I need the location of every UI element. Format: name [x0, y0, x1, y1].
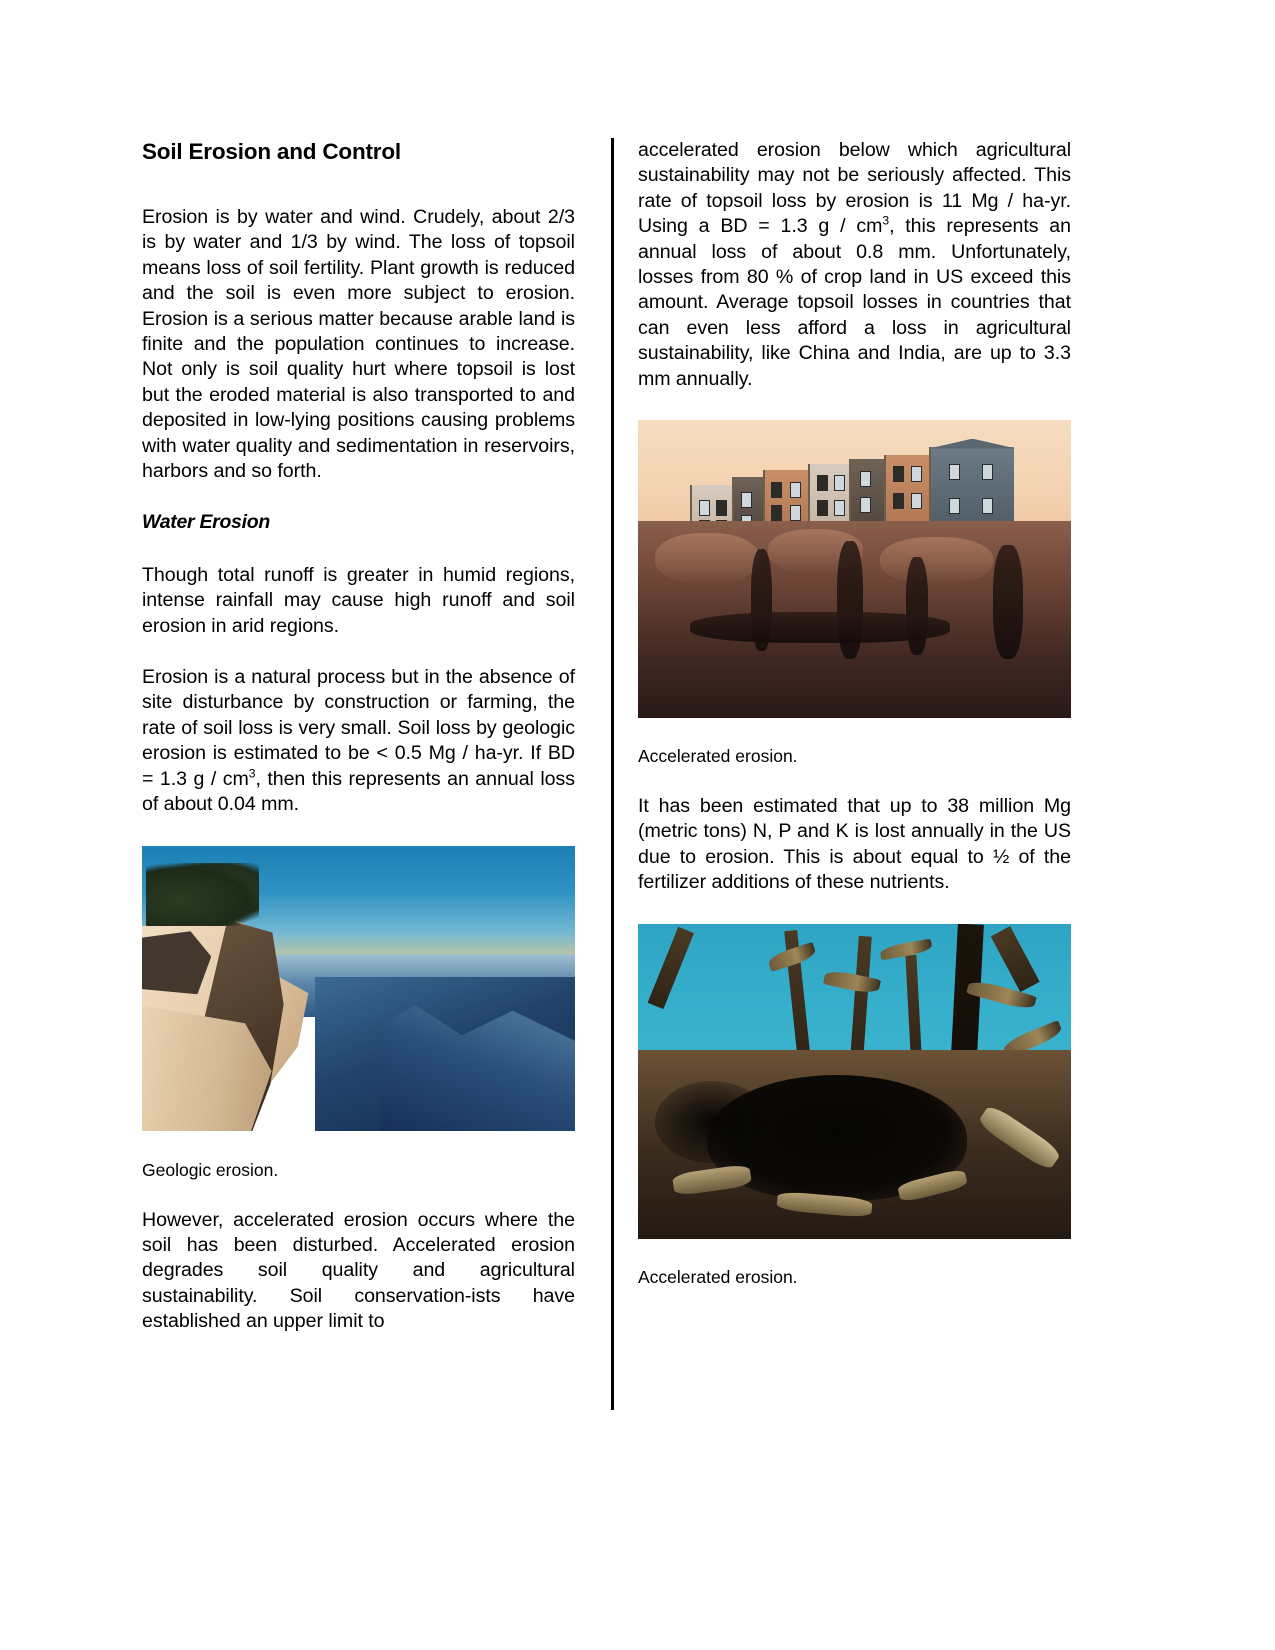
- figure-caption-geologic: Geologic erosion.: [142, 1159, 279, 1180]
- paragraph-tolerable-part2: , this represents an annual loss of about 0.8 mm. Unfortunately, losses from 80 % of crop land in US exceed this amount. Average topsoil losses in countries that can even less afford a loss in agricultural sustainability, like China and India, are up to 3.3 mm annually.: [638, 215, 1071, 390]
- paragraph-tolerable-part1: accelerated erosion below which agricultural sustainability may not be seriously affected. This rate of topsoil loss by erosion is 11 Mg / ha-yr. Using a BD = 1.3 g / cm: [638, 139, 1071, 238]
- spacer: [638, 392, 1071, 420]
- window: [860, 471, 871, 487]
- spacer: [142, 1132, 575, 1158]
- window: [982, 464, 993, 480]
- superscript-cubic: 3: [882, 213, 890, 228]
- paragraph-nutrient-loss: It has been estimated that up to 38 million Mg (metric tons) N, P and K is lost annually in the US due to erosion. This is about equal to ½ of the fertilizer additions of these nutrients.: [638, 795, 1071, 894]
- spacer: [142, 1182, 575, 1208]
- spacer: [638, 1239, 1071, 1265]
- paragraph-geologic-text-part2: , then this represents an annual loss of about 0.04 mm.: [142, 767, 575, 816]
- canyon-photo: [142, 846, 575, 1132]
- rill-channel: [993, 545, 1023, 659]
- paragraph-geologic-text-part1: Erosion is a natural process but in the absence of site disturbance by construction or farming, the rate of soil loss is very small. Soil loss by geologic erosion is estimated to be < 0.5 Mg / ha-yr. If BD = 1.3 g / cm: [142, 666, 575, 790]
- section-heading-water-erosion: Water Erosion: [142, 511, 270, 534]
- page-title: Soil Erosion and Control: [142, 139, 401, 164]
- paragraph-erosion-overview: Erosion is by water and wind. Crudely, about 2/3 is by water and 1/3 by wind. The loss of topsoil means loss of soil fertility. Plant growth is reduced and the soil is even more subject to erosion. Erosion is a serious matter because arable land is finite and the population continues to increase. Not only is soil quality hurt where topsoil is lost but the eroded material is also transported to and deposited in low-lying positions causing problems with water quality and sedimentation in reservoirs, harbors and so forth.: [142, 206, 575, 483]
- figure-caption-accelerated-construction: Accelerated erosion.: [638, 746, 798, 767]
- paragraph-accelerated-erosion-intro: However, accelerated erosion occurs where the soil has been disturbed. Accelerated erosion degrades soil quality and agricultural sustainability. Soil conservation-ists have established an upper limit to: [142, 1208, 575, 1333]
- figure-accelerated-erosion-cornfield: [638, 924, 1071, 1289]
- paragraph-runoff: Though total runoff is greater in humid regions, intense rainfall may cause high runoff and soil erosion in arid regions.: [142, 563, 575, 637]
- window: [911, 466, 922, 482]
- eroded-soil-slope: [638, 521, 1071, 718]
- left-column: [142, 138, 587, 1458]
- gable-roof: [929, 439, 1015, 449]
- window: [771, 505, 782, 521]
- gully-void-secondary: [655, 1081, 768, 1163]
- window: [834, 475, 845, 491]
- window: [860, 497, 871, 513]
- figure-geologic-erosion: [142, 846, 575, 1182]
- two-column-layout: [142, 138, 1087, 1458]
- soil-ridge: [655, 533, 759, 584]
- window: [790, 505, 801, 521]
- window: [834, 500, 845, 516]
- soil-ridge: [880, 537, 993, 584]
- window: [716, 500, 727, 516]
- pine-trees: [146, 863, 259, 926]
- window: [911, 493, 922, 509]
- figure-accelerated-erosion-construction: [638, 420, 1071, 768]
- construction-site-erosion-photo: [638, 420, 1071, 718]
- window: [949, 464, 960, 480]
- spacer: [142, 484, 575, 510]
- superscript-cubic: 3: [248, 766, 256, 781]
- spacer: [142, 818, 575, 846]
- spacer: [142, 639, 575, 665]
- window: [982, 498, 993, 514]
- window: [771, 482, 782, 498]
- spacer: [142, 165, 575, 205]
- right-column: [638, 138, 1071, 1458]
- cornfield-gully-erosion-photo: [638, 924, 1071, 1239]
- gully-floor: [690, 612, 950, 643]
- spacer: [638, 718, 1071, 744]
- spacer: [638, 896, 1071, 924]
- window: [893, 466, 904, 482]
- figure-caption-accelerated-cornfield: Accelerated erosion.: [638, 1266, 798, 1287]
- column-divider-rule: [611, 138, 614, 1410]
- paragraph-geologic-erosion-rate: [142, 665, 575, 817]
- window: [817, 475, 828, 491]
- spacer: [142, 535, 575, 563]
- window: [949, 498, 960, 514]
- window: [699, 500, 710, 516]
- window: [817, 500, 828, 516]
- paragraph-tolerable-soil-loss: [638, 138, 1071, 392]
- window: [790, 482, 801, 498]
- window: [741, 492, 752, 508]
- window: [893, 493, 904, 509]
- spacer: [638, 768, 1071, 794]
